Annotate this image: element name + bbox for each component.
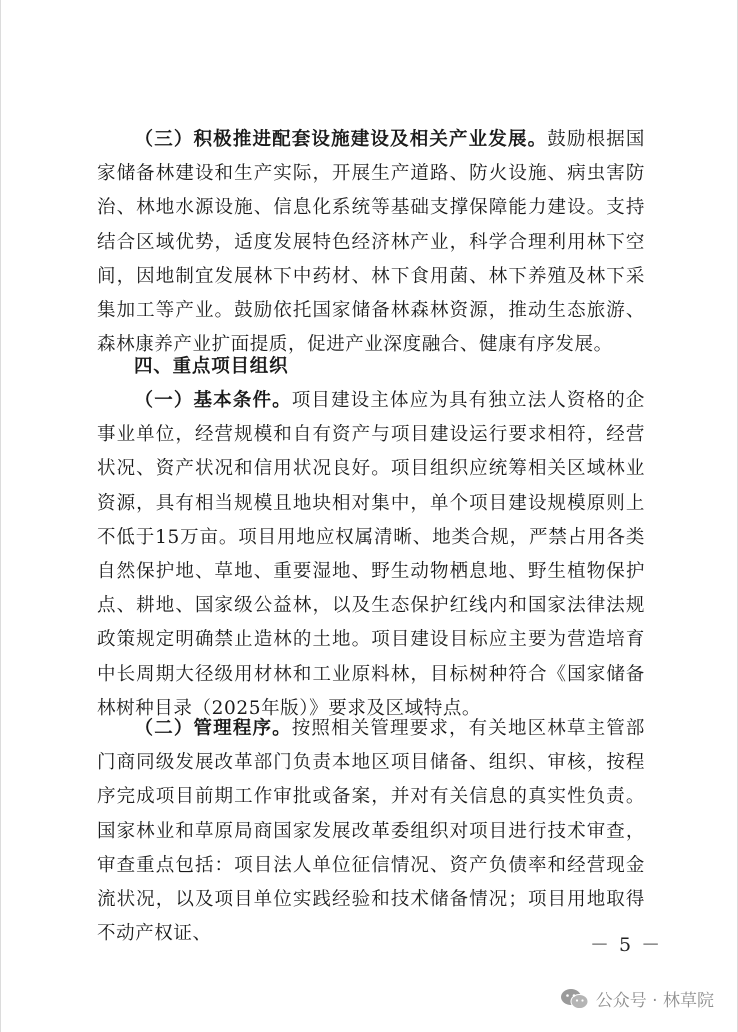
paragraph-lead: （三）积极推进配套设施建设及相关产业发展。 <box>134 129 548 150</box>
paragraph-lead: （二）管理程序。 <box>134 718 292 739</box>
page-number: － 5 － <box>590 934 663 956</box>
page-edge-left <box>0 0 1 1032</box>
section-heading: 四、重点项目组织 <box>134 356 289 377</box>
paragraph-infrastructure <box>97 123 645 362</box>
watermark-text: 公众号 · 林草院 <box>595 991 714 1011</box>
paragraph-management-procedure <box>97 712 645 951</box>
paragraph-body: 按照相关管理要求，有关地区林草主管部门商同级发展改革部门负责本地区项目储备、组织、审核，按程序完成项目前期工作审批或备案，并对有关信息的真实性负责。国家林业和草原局商国家发展改革委组织对项目进行技术审查，审查重点包括：项目法人单位征信情况、资产负债率和经营现金流状况，以及项目单位实践经验和技术储备情况；项目用地取得不动产权证、 <box>97 718 645 945</box>
wechat-logo-icon <box>560 988 590 1010</box>
paragraph-body: 项目建设主体应为具有独立法人资格的企事业单位，经营规模和自有资产与项目建设运行要求相符，经营状况、资产状况和信用状况良好。项目组织应统筹相关区域林业资源，具有相当规模且地块相对集中，单个项目建设规模原则上不低于15万亩。项目用地应权属清晰、地类合规，严禁占用各类自然保护地、草地、重要湿地、野生动物栖息地、野生植物保护点、耕地、国家级公益林，以及生态保护红线内和国家法律法规政策规定明确禁止造林的土地。项目建设目标应主要为营造培育中长周期大径级用材林和工业原料林，目标树种符合《国家储备林树种目录（2025年版）》要求及区域特点。 <box>97 390 645 719</box>
paragraph-lead: （一）基本条件。 <box>134 390 292 411</box>
paragraph-body: 鼓励根据国家储备林建设和生产实际，开展生产道路、防火设施、病虫害防治、林地水源设施、信息化系统等基础支撑保障能力建设。支持结合区域优势，适度发展特色经济林产业，科学合理利用林下空间，因地制宜发展林下中药材、林下食用菌、林下养殖及林下采集加工等产业。鼓励依托国家储备林森林资源，推动生态旅游、森林康养产业扩面提质，促进产业深度融合、健康有序发展。 <box>97 129 645 356</box>
watermark <box>560 986 714 1011</box>
paragraph-basic-conditions <box>97 384 645 726</box>
